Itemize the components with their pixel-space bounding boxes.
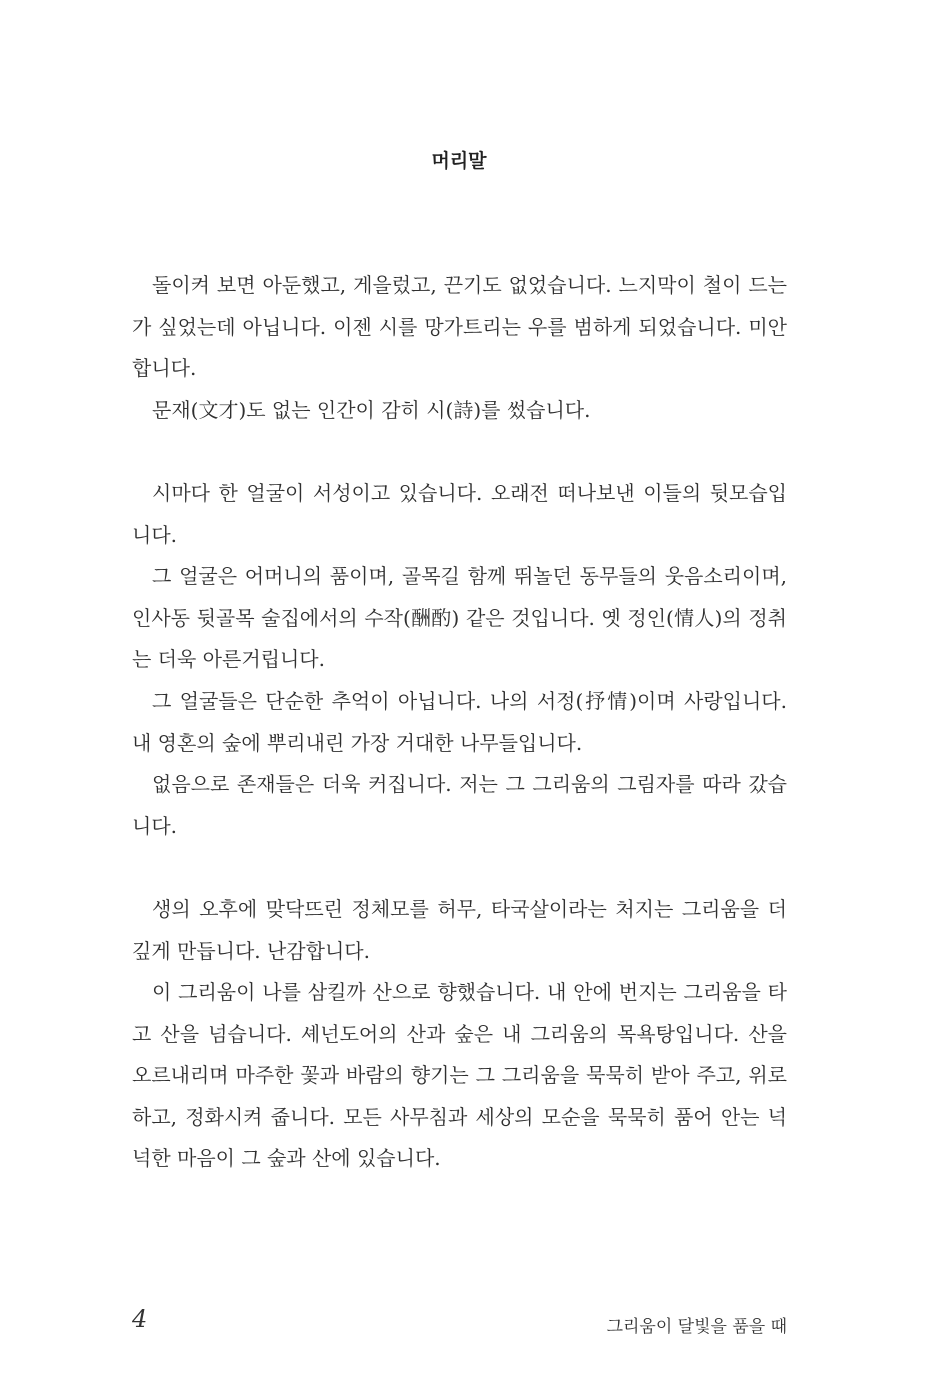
paragraph: 이 그리움이 나를 삼킬까 산으로 향했습니다. 내 안에 번지는 그리움을 타고 산을 넘습니다. 셰넌도어의 산과 숲은 내 그리움의 목욕탕입니다. 산을 오르내리며 마주한 꽃과 바람의 향기는 그 그리움을 묵묵히 받아 주고, 위로하고, 정화시켜 줍니다. 모든 사무침과 세상의 모순을 묵묵히 품어 안는 넉넉한 마음이 그 숲과 산에 있습니다. (132, 980, 787, 1171)
paragraph: 문재(文才)도 없는 인간이 감히 시(詩)를 썼습니다. (152, 397, 591, 422)
page-footer (132, 1305, 787, 1339)
paragraph: 시마다 한 얼굴이 서성이고 있습니다. 오래전 떠나보낸 이들의 뒷모습입니다. (132, 480, 787, 547)
paragraph: 돌이켜 보면 아둔했고, 게을렀고, 끈기도 없었습니다. 느지막이 철이 드는가 싶었는데 아닙니다. 이젠 시를 망가트리는 우를 범하게 되었습니다. 미안합니다. (132, 273, 787, 381)
paragraph-gap (132, 431, 787, 473)
running-title: 그리움이 달빛을 품을 때 (606, 1317, 787, 1337)
paragraph-gap (132, 847, 787, 889)
page-title: 머리말 (431, 150, 487, 172)
paragraph: 그 얼굴들은 단순한 추억이 아닙니다. 나의 서정(抒情)이며 사랑입니다. 내 영혼의 숲에 뿌리내린 가장 거대한 나무들입니다. (132, 688, 787, 755)
page-number: 4 (132, 1305, 148, 1333)
body-text (132, 265, 787, 1180)
paragraph: 그 얼굴은 어머니의 품이며, 골목길 함께 뛰놀던 동무들의 웃음소리이며, 인사동 뒷골목 술집에서의 수작(酬酌) 같은 것입니다. 옛 정인(情人)의 정취는 더욱 아른거립니다. (132, 564, 787, 672)
paragraph: 생의 오후에 맞닥뜨린 정체모를 허무, 타국살이라는 처지는 그리움을 더 깊게 만듭니다. 난감합니다. (132, 896, 787, 963)
paragraph: 없음으로 존재들은 더욱 커집니다. 저는 그 그리움의 그림자를 따라 갔습니다. (132, 772, 787, 838)
